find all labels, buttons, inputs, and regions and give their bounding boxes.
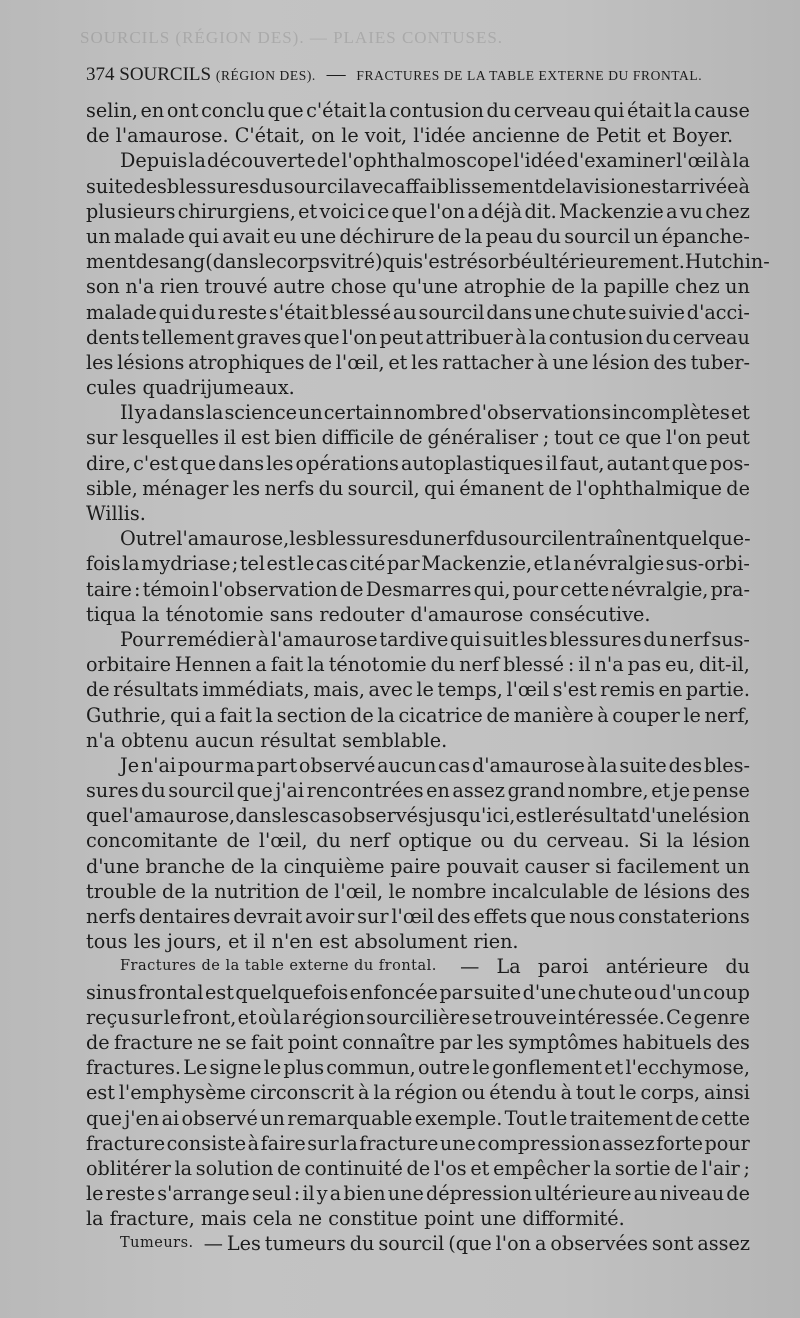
text-line: tous les jours, et il n'en est absolument rien. — [86, 930, 519, 954]
text-line: la fracture, mais cela ne constitue point une difformité. — [86, 1207, 625, 1231]
section-heading: Fractures de la table externe du frontal. — [120, 958, 437, 975]
header-region: (RÉGION DES). — [215, 68, 316, 83]
text-line: d'une branche de la cinquième paire pouvait causer si facilement un — [86, 854, 750, 878]
text-line: reçu sur le front, et où la région sourcilière se trouve intéressée. Ce genre — [86, 1005, 750, 1029]
text-line: Pour remédier à l'amaurose tardive qui suit les blessures du nerf sus- — [120, 627, 750, 651]
section-heading: Tumeurs. — [120, 1235, 194, 1252]
text-line: suite des blessures du sourcil avec affaiblissement de la vision est arrivée à — [86, 174, 750, 198]
text-line: un malade qui avait eu une déchirure de la peau du sourcil un épanche- — [86, 224, 750, 248]
text-line: plusieurs chirurgiens, et voici ce que l'on a déjà dit. Mackenzie a vu chez — [86, 199, 750, 223]
text-line: sible, ménager les nerfs du sourcil, qui émanent de l'ophthalmique de — [86, 476, 750, 500]
text-line: dire, c'est que dans les opérations autoplastiques il faut, autant que pos- — [86, 451, 750, 475]
header-title: SOURCILS — [119, 64, 212, 85]
text-line: Willis. — [86, 502, 146, 525]
text-line: Guthrie, qui a fait la section de la cicatrice de manière à couper le nerf, — [86, 703, 750, 727]
text-line: dents tellement graves que l'on peut attribuer à la contusion du cerveau — [86, 325, 750, 349]
header-section: FRACTURES DE LA TABLE EXTERNE DU FRONTAL. — [356, 68, 703, 83]
bleed-through-text: SOURCILS (RÉGION DES). — PLAIES CONTUSES. — [80, 28, 504, 47]
text-line: de résultats immédiats, mais, avec le temps, l'œil s'est remis en partie. — [86, 678, 750, 702]
page-number: 374 — [86, 64, 115, 85]
text-line: sures du sourcil que j'ai rencontrées en assez grand nombre, et je pense — [86, 779, 750, 803]
text-line: Tumeurs. — Les tumeurs du sourcil (que l'on a observées sont assez — [120, 1232, 750, 1256]
text-line: tiqua la ténotomie sans redouter d'amaurose consécutive. — [86, 602, 651, 626]
text-line: Je n'ai pour ma part observé aucun cas d'amaurose à la suite des bles- — [120, 753, 750, 777]
text-line: Fractures de la table externe du frontal. — La paroi antérieure du — [120, 955, 750, 979]
text-line: les lésions atrophiques de l'œil, et les rattacher à une lésion des tuber- — [86, 350, 750, 374]
text-line: malade qui du reste s'était blessé au sourcil dans une chute suivie d'acci- — [86, 300, 750, 324]
text-line: concomitante de l'œil, du nerf optique ou du cerveau. Si la lésion — [86, 829, 750, 853]
text-line: orbitaire Hennen a fait la ténotomie du nerf blessé : il n'a pas eu, dit-il, — [86, 653, 750, 677]
text-line: que j'en ai observé un remarquable exemple. Tout le traitement de cette — [86, 1106, 750, 1130]
text-line: fractures. Le signe le plus commun, outre le gonflement et l'ecchymose, — [86, 1056, 750, 1080]
text-line: taire : témoin l'observation de Desmarres qui, pour cette névralgie, pra- — [86, 577, 750, 601]
text-line: cules quadrijumeaux. — [86, 376, 295, 400]
text-line: de l'amaurose. C'était, on le voit, l'idée ancienne de Petit et Boyer. — [86, 124, 734, 148]
text-line: n'a obtenu aucun résultat semblable. — [86, 728, 448, 752]
running-header — [86, 64, 750, 92]
text-line: que l'amaurose, dans les cas observés jusqu'ici, est le résultat d'une lésion — [86, 804, 750, 828]
text-line: sur lesquelles il est bien difficile de généraliser ; tout ce que l'on peut — [86, 426, 750, 450]
text-line: selin, en ont conclu que c'était la contusion du cerveau qui était la cause — [86, 99, 750, 122]
text-line: Il y a dans la science un certain nombre d'observations incomplètes et — [120, 401, 750, 425]
body-text — [86, 98, 770, 1257]
text-line: le reste s'arrange seul : il y a bien une dépression ultérieure au niveau de — [86, 1182, 750, 1206]
text-line: nerfs dentaires devrait avoir sur l'œil des effets que nous constaterions — [86, 905, 750, 928]
text-line: Outre l'amaurose, les blessures du nerf du sourcil entraînent quelque- — [120, 527, 751, 551]
text-line: oblitérer la solution de continuité de l'os et empêcher la sortie de l'air ; — [86, 1156, 750, 1180]
text-line: trouble de la nutrition de l'œil, le nombre incalculable de lésions des — [86, 879, 750, 903]
text-line: fracture consiste à faire sur la fracture une compression assez forte pour — [86, 1131, 750, 1155]
text-line: est l'emphysème circonscrit à la région ou étendu à tout le corps, ainsi — [86, 1081, 750, 1105]
text-line: fois la mydriase ; tel est le cas cité par Mackenzie, et la névralgie sus-orbi- — [86, 552, 750, 576]
text-line: ment de sang (dans le corps vitré) qui s'est résorbé ultérieurement. Hutchin- — [86, 250, 770, 274]
text-line: sinus frontal est quelquefois enfoncée par suite d'une chute ou d'un coup — [86, 980, 750, 1004]
text-line: son n'a rien trouvé autre chose qu'une atrophie de la papille chez un — [86, 275, 750, 299]
text-line: Depuis la découverte de l'ophthalmoscope l'idée d'examiner l'œil à la — [120, 149, 750, 173]
text-line: de fracture ne se fait point connaître par les symptômes habituels des — [86, 1030, 750, 1054]
header-dash: — — [326, 64, 346, 85]
